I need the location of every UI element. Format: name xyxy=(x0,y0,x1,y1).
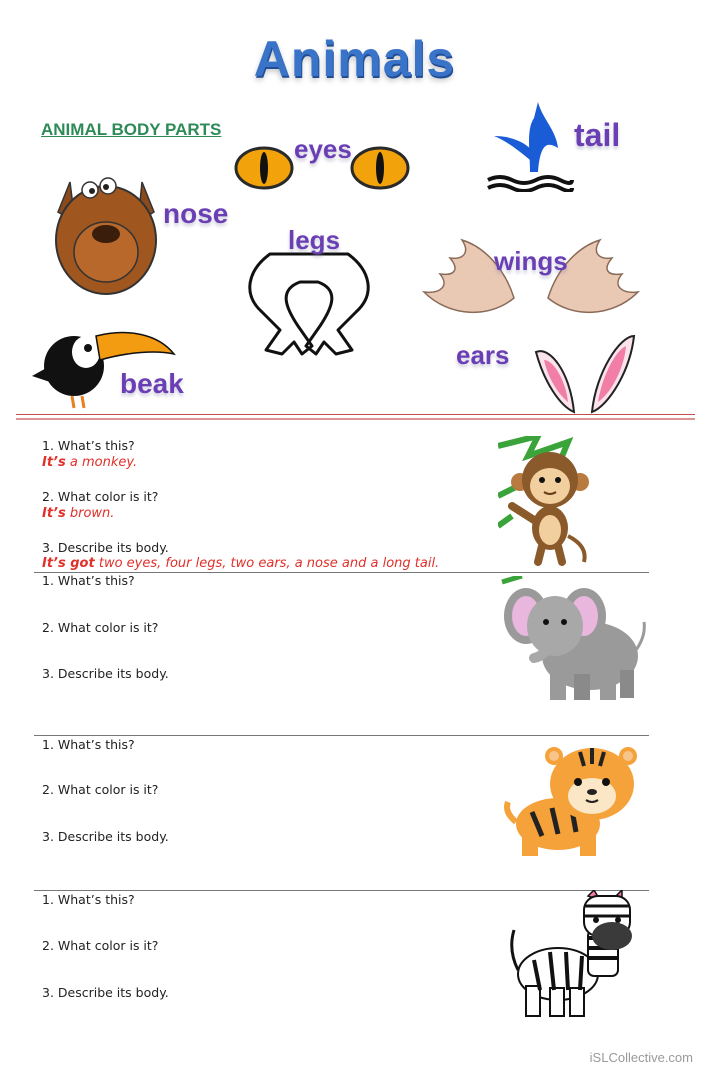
vocab-legs: legs xyxy=(288,225,341,255)
exercise-3-question-1: 1. What’s this? xyxy=(42,892,135,907)
elephant-image xyxy=(500,576,648,704)
footer-watermark: iSLCollective.com xyxy=(589,1050,693,1065)
section-divider-shadow xyxy=(16,418,695,420)
vocab-nose: nose xyxy=(163,198,229,229)
dog-face-image xyxy=(50,152,162,298)
zebra-image xyxy=(504,890,640,1024)
whale-tail-image xyxy=(486,100,574,192)
exercise-2-question-3: 3. Describe its body. xyxy=(42,829,169,844)
example-answer-2: It’s brown. xyxy=(42,506,115,521)
example-answer-3: It’s got two eyes, four legs, two ears, a nose and a long tail. xyxy=(42,556,440,571)
vocab-ears: ears xyxy=(456,340,510,370)
example-question-2: 2. What color is it? xyxy=(42,489,159,504)
section-divider xyxy=(16,414,695,415)
example-question-1: 1. What’s this? xyxy=(42,438,135,453)
exercise-1-question-3: 3. Describe its body. xyxy=(42,666,169,681)
exercise-3-question-2: 2. What color is it? xyxy=(42,938,159,953)
exercise-2-question-1: 1. What’s this? xyxy=(42,737,135,752)
worksheet-title: Animals xyxy=(253,31,456,87)
frog-legs-image xyxy=(240,250,378,362)
rabbit-ears-image xyxy=(530,332,642,414)
vocab-beak: beak xyxy=(120,368,184,399)
section-subtitle: ANIMAL BODY PARTS xyxy=(41,120,222,139)
exercise-1-question-1: 1. What’s this? xyxy=(42,573,135,588)
vocab-tail: tail xyxy=(574,117,621,153)
tiger-image xyxy=(502,736,648,860)
monkey-image xyxy=(498,436,594,566)
example-question-3: 3. Describe its body. xyxy=(42,540,169,555)
vocab-wings: wings xyxy=(494,246,568,276)
exercise-3-question-3: 3. Describe its body. xyxy=(42,985,169,1000)
exercise-2-question-2: 2. What color is it? xyxy=(42,782,159,797)
exercise-1-question-2: 2. What color is it? xyxy=(42,620,159,635)
example-answer-1: It’s a monkey. xyxy=(42,455,138,470)
vocab-eyes: eyes xyxy=(294,134,352,164)
